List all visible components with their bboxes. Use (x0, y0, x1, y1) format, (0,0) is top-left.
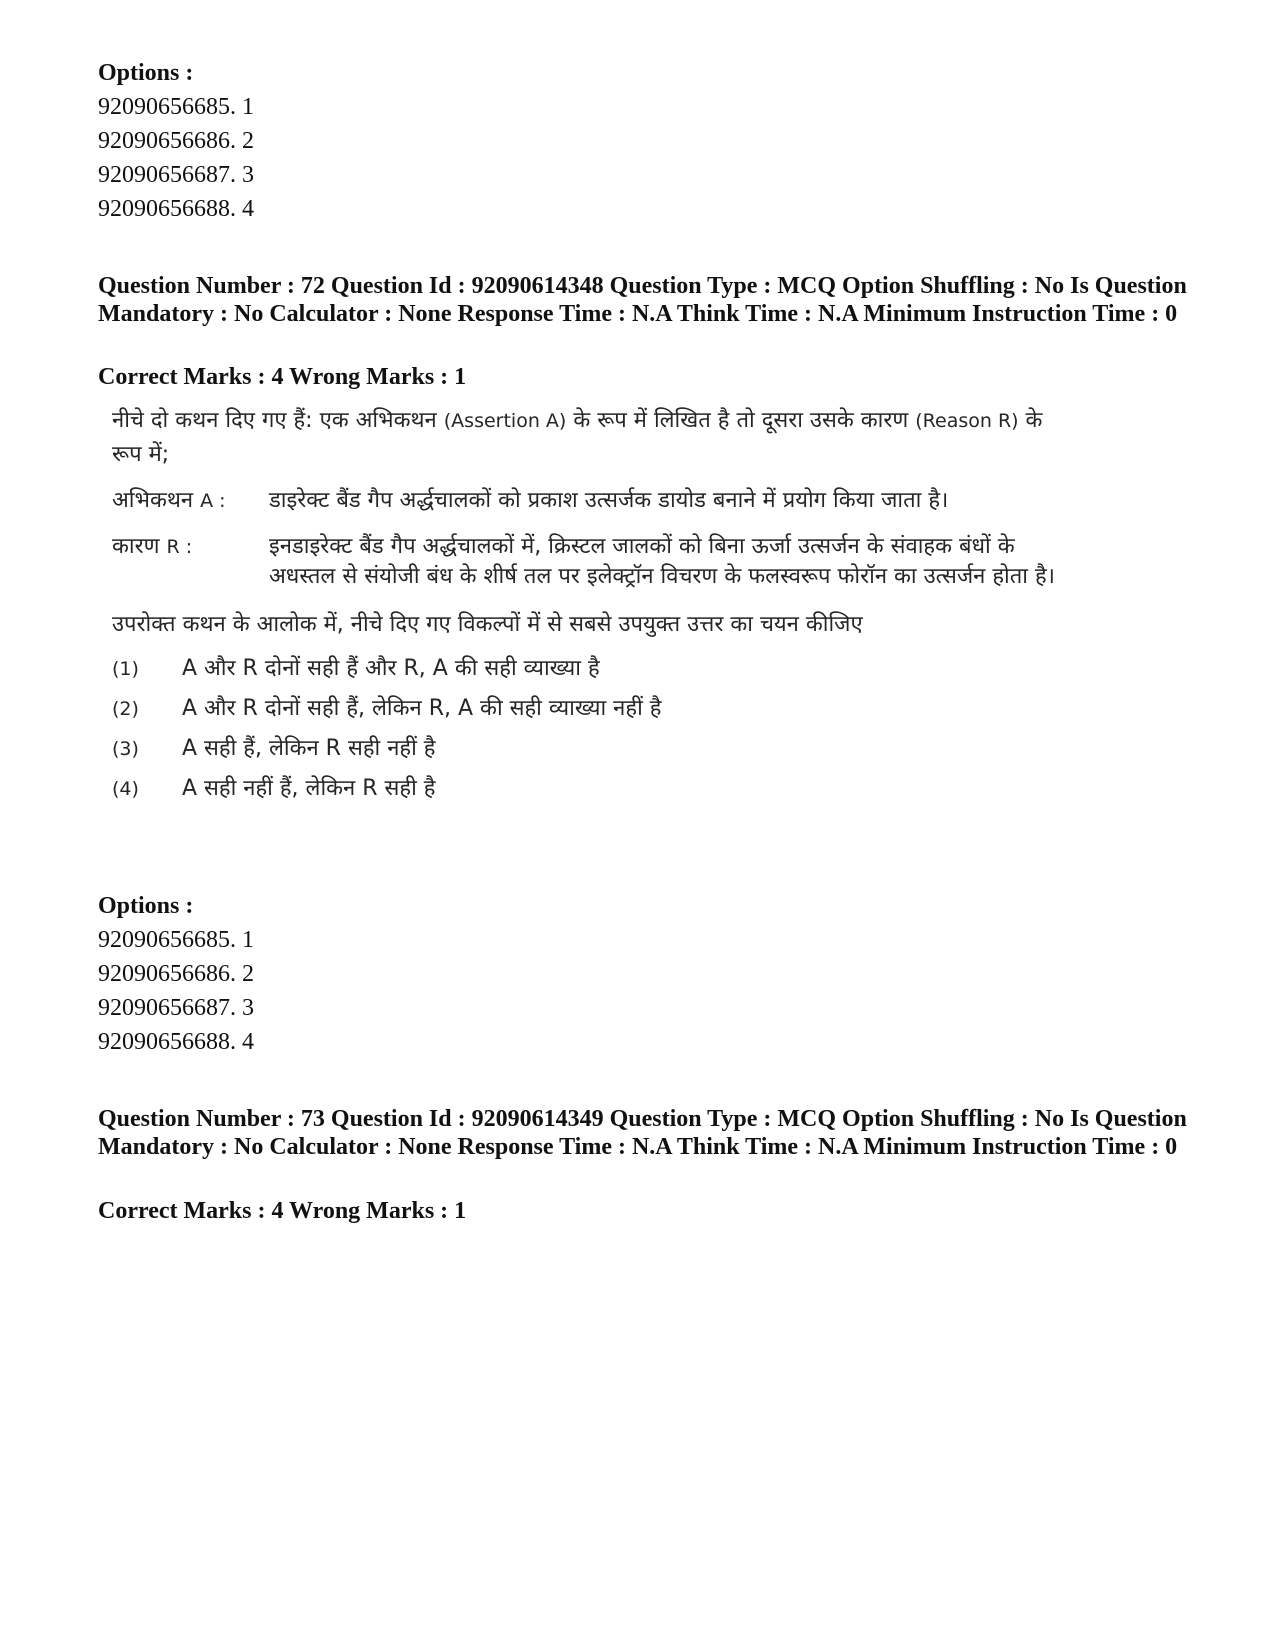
reason-row (112, 532, 1072, 592)
choice-item (112, 654, 1072, 684)
question-72-body (112, 404, 1072, 804)
assertion-label (112, 486, 269, 516)
options-heading: Options : (98, 60, 194, 86)
choice-number: (4) (112, 778, 139, 800)
option-line: 92090656688. 4 (98, 196, 254, 222)
question-72-header-block (98, 272, 1188, 328)
assertion-label-en: A : (200, 490, 226, 512)
choice-item (112, 734, 1072, 764)
option-line: 92090656686. 2 (98, 128, 254, 154)
assertion-term: (Assertion A) (443, 410, 567, 432)
option-line: 92090656686. 2 (98, 961, 254, 987)
choice-number: (1) (112, 658, 139, 680)
options-heading: Options : (98, 893, 194, 919)
marks-line: Correct Marks : 4 Wrong Marks : 1 (98, 1198, 467, 1224)
question-header: Question Number : 73 Question Id : 92090614349 Question Type : MCQ Option Shuffling : No Is Question Mandatory : No Calculator : None Response Time : N.A Think Time : N.A Minimum Instruction Time : 0 (98, 1106, 1187, 1160)
assertion-label-hi: अभिकथन (112, 488, 201, 513)
choices-list (112, 654, 1072, 804)
marks-line: Correct Marks : 4 Wrong Marks : 1 (98, 364, 467, 390)
question-header: Question Number : 72 Question Id : 92090614348 Question Type : MCQ Option Shuffling : No Is Question Mandatory : No Calculator : None Response Time : N.A Think Time : N.A Minimum Instruction Time : 0 (98, 273, 1187, 327)
intro-text: नीचे दो कथन दिए गए हैं: एक अभिकथन (112, 408, 444, 433)
question-73-header-block (98, 1105, 1188, 1161)
reason-label-en: R : (166, 536, 193, 558)
choice-text: A और R दोनों सही हैं, लेकिन R, A की सही व्याख्या नहीं है (182, 696, 662, 721)
option-line: 92090656685. 1 (98, 927, 254, 953)
option-line: 92090656685. 1 (98, 94, 254, 120)
assertion-row (112, 486, 1072, 516)
choice-item (112, 774, 1072, 804)
instruction-text: उपरोक्त कथन के आलोक में, नीचे दिए गए विकल्पों में से सबसे उपयुक्त उत्तर का चयन कीजिए (112, 612, 863, 637)
reason-label (112, 532, 269, 592)
option-line: 92090656687. 3 (98, 162, 254, 188)
option-line: 92090656688. 4 (98, 1029, 254, 1055)
choice-item (112, 694, 1072, 724)
choice-text: A सही हैं, लेकिन R सही नहीं है (182, 736, 436, 761)
choice-text: A सही नहीं हैं, लेकिन R सही है (182, 776, 436, 801)
option-line: 92090656687. 3 (98, 995, 254, 1021)
choice-text: A और R दोनों सही हैं और R, A की सही व्याख्या है (182, 656, 600, 681)
options-block-top (98, 57, 1198, 226)
question-intro (112, 404, 1062, 472)
reason-term: (Reason R) (915, 410, 1019, 432)
choice-number: (3) (112, 738, 139, 760)
intro-text: के रूप में; (112, 408, 1043, 467)
reason-label-hi: कारण (112, 534, 167, 559)
question-72-marks-block (98, 363, 1198, 391)
intro-text: के रूप में लिखित है तो दूसरा उसके कारण (566, 408, 916, 433)
choice-number: (2) (112, 698, 139, 720)
instruction-row (112, 610, 1072, 640)
assertion-text: डाइरेक्ट बैंड गैप अर्द्धचालकों को प्रकाश उत्सर्जक डायोड बनाने में प्रयोग किया जाता है। (269, 488, 949, 513)
question-73-marks-block (98, 1197, 1198, 1225)
reason-text: इनडाइरेक्ट बैंड गैप अर्द्धचालकों में, क्रिस्टल जालकों को बिना ऊर्जा उत्सर्जन के संवाहक बंधों के अधस्तल से संयोजी बंध के शीर्ष तल पर इलेक्ट्रॉन विचरण के फलस्वरूप फोरॉन का उत्सर्जन होता है। (269, 534, 1055, 589)
options-block-q72 (98, 890, 1198, 1059)
